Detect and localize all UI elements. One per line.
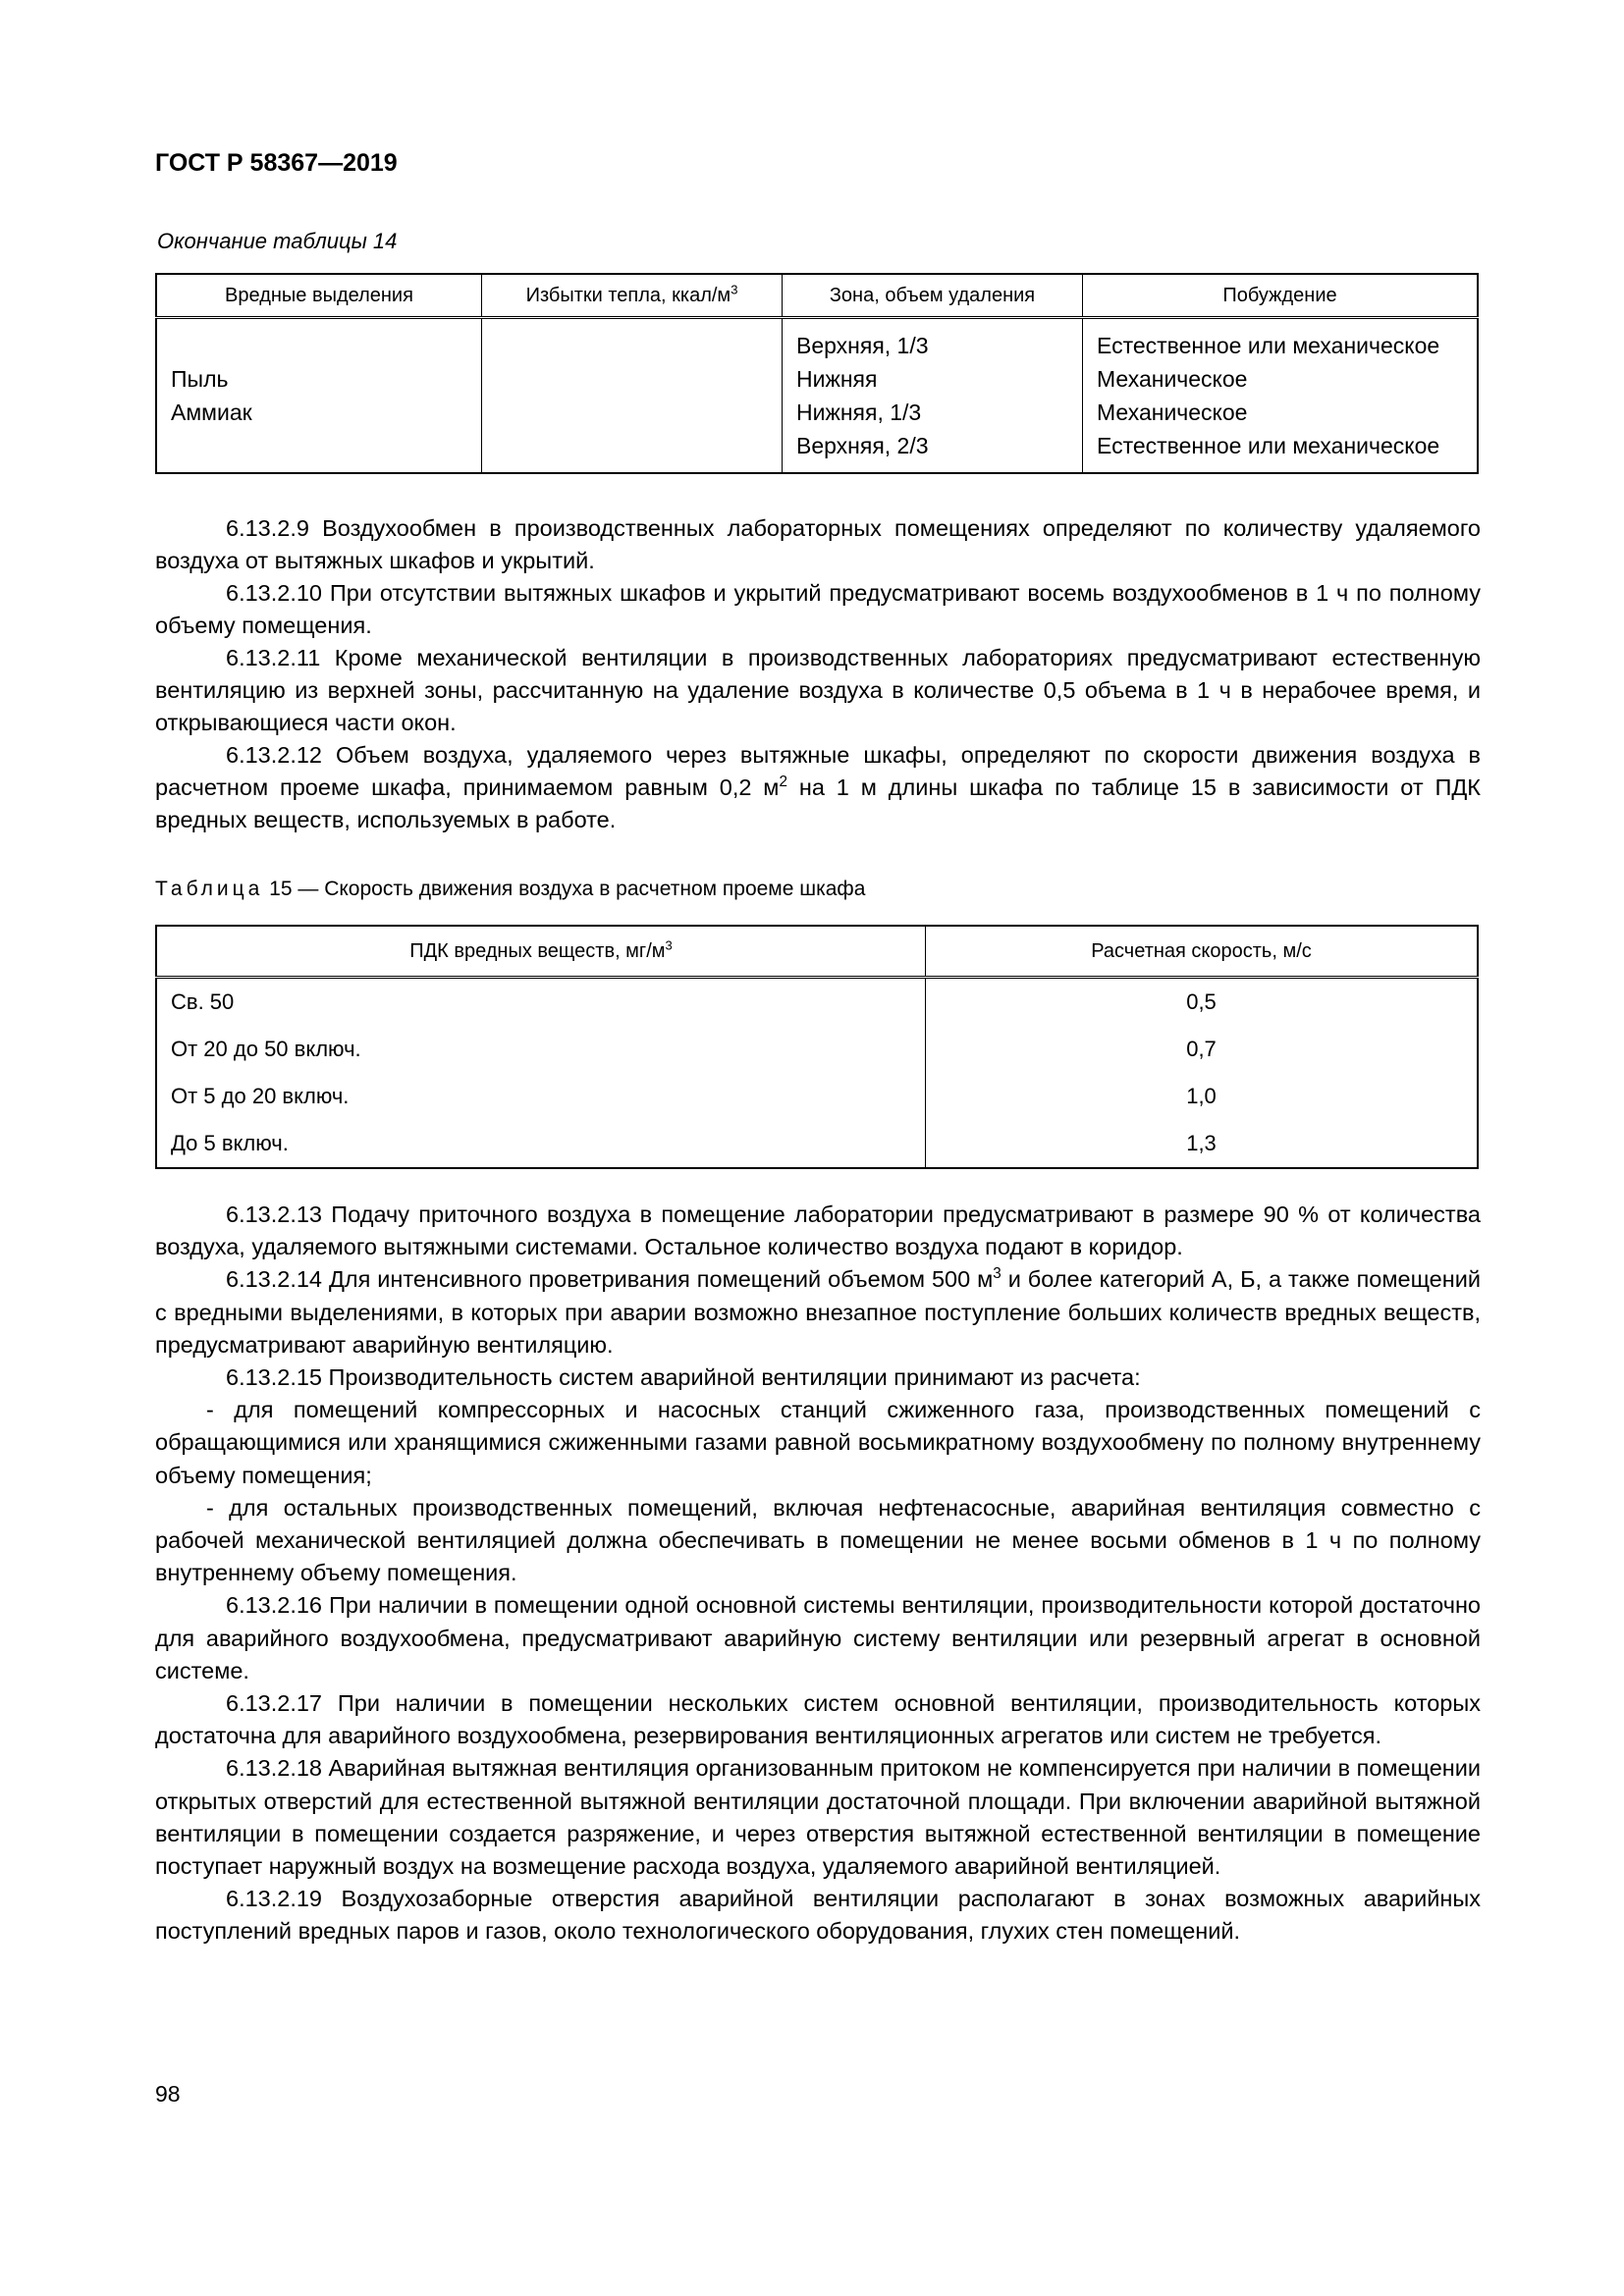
body-section-1	[155, 512, 1481, 836]
table-15	[155, 925, 1479, 1169]
table15-pdk: Св. 50	[156, 978, 926, 1027]
paragraph-6-13-2-11: 6.13.2.11 Кроме механической вентиляции в производственных лабораториях предусматривают естественную вентиляцию из верхней зоны, рассчитанную на удаление воздуха в количестве 0,5 объема в 1 ч в нерабочее время, и открывающиеся части окон.	[155, 645, 1481, 735]
paragraph-6-13-2-9: 6.13.2.9 Воздухообмен в производственных лабораторных помещениях определяют по количеству удаляемого воздуха от вытяжных шкафов и укрытий.	[155, 515, 1481, 573]
table14-continuation-caption: Окончание таблицы 14	[157, 229, 398, 253]
paragraph-6-13-2-18: 6.13.2.18 Аварийная вытяжная вентиляция организованным притоком не компенсируется при наличии в помещении открытых отверстий для естественной вытяжной вентиляции достаточной площади. При включении аварийной вытяжной вентиляции в помещении создается разряжение, и через отверстия вытяжной естественной вентиляции в помещение поступает наружный воздух на возмещение расхода воздуха, удаляемого аварийной вентиляцией.	[155, 1755, 1481, 1880]
paragraph-6-13-2-13: 6.13.2.13 Подачу приточного воздуха в помещение лаборатории предусматривают в размере 90 % от количества воздуха, удаляемого вытяжными системами. Остальное количество воздуха подают в коридор.	[155, 1201, 1481, 1260]
table14-header-heat: Избытки тепла, ккал/$м^3$	[482, 274, 783, 318]
table14-cell-induction	[1083, 318, 1479, 474]
table15-speed: 0,7	[926, 1026, 1479, 1073]
table-row	[156, 1026, 1478, 1073]
table14-zone-item: Верхняя, 2/3	[796, 433, 929, 458]
list-item: - для помещений компрессорных и насосных станций сжиженного газа, производственных помещений с обращающимися или хранящимися сжиженными газами равной восьмикратному воздухообмену по полному внутреннему объему помещения;	[155, 1397, 1481, 1488]
table15-header-pdk: ПДК вредных веществ, $мг/м^3$	[156, 926, 926, 978]
table15-caption: Таблица 15 — Скорость движения воздуха в расчетном проеме шкафа	[155, 878, 866, 900]
table14-induction-item: Механическое	[1097, 400, 1248, 425]
table14-emission-item: Пыль	[171, 366, 229, 392]
table15-speed: 0,5	[926, 978, 1479, 1027]
table14-induction-item: Естественное или механическое	[1097, 333, 1440, 358]
table14-induction-item: Естественное или механическое	[1097, 433, 1440, 458]
table14-header-induction: Побуждение	[1083, 274, 1479, 318]
table14-zone-item: Нижняя	[796, 366, 878, 392]
table14-cell-heat	[482, 318, 783, 474]
table14-emission-blank	[171, 329, 467, 362]
table14-induction-item: Механическое	[1097, 366, 1248, 392]
table14-cell-emissions	[156, 318, 482, 474]
paragraph-6-13-2-10: 6.13.2.10 При отсутствии вытяжных шкафов и укрытий предусматривают восемь воздухообменов в 1 ч по полному объему помещения.	[155, 580, 1481, 638]
paragraph-6-13-2-14: 6.13.2.14 Для интенсивного проветривания помещений объемом 500 $м^3$ и более категорий А, Б, а также помещений с вредными выделениями, в которых при аварии возможно внезапное поступление больших количеств вредных веществ, предусматривают аварийную вентиляцию.	[155, 1265, 1481, 1358]
table14-header-emissions: Вредные выделения	[156, 274, 482, 318]
document-header: ГОСТ Р 58367—2019	[155, 149, 398, 177]
table14-zone-item: Верхняя, 1/3	[796, 333, 929, 358]
paragraph-6-13-2-15: 6.13.2.15 Производительность систем аварийной вентиляции принимают из расчета:	[226, 1364, 1141, 1391]
paragraph-6-13-2-19: 6.13.2.19 Воздухозаборные отверстия аварийной вентиляции располагают в зонах возможных аварийных поступлений вредных паров и газов, около технологического оборудования, глухих стен помещений.	[155, 1886, 1481, 1945]
table15-header-speed: Расчетная скорость, м/с	[926, 926, 1479, 978]
table15-pdk: От 20 до 50 включ.	[156, 1026, 926, 1073]
paragraph-6-13-2-16: 6.13.2.16 При наличии в помещении одной основной системы вентиляции, производительности которой достаточно для аварийного воздухообмена, предусматривают аварийную систему вентиляции или резервный агрегат в основной системе.	[155, 1592, 1481, 1683]
list-item: - для остальных производственных помещений, включая нефтенасосные, аварийная вентиляция совместно с рабочей механической вентиляцией должна обеспечивать в помещении не менее восьми обменов в 1 ч по полному внутреннему объему помещения.	[155, 1494, 1481, 1586]
table14-cell-zone	[783, 318, 1083, 474]
table15-pdk: От 5 до 20 включ.	[156, 1073, 926, 1120]
table14-emission-item: Аммиак	[171, 400, 252, 425]
table14-header-zone: Зона, объем удаления	[783, 274, 1083, 318]
page-number: 98	[155, 2081, 181, 2107]
paragraph-6-13-2-12: 6.13.2.12 Объем воздуха, удаляемого через вытяжные шкафы, определяют по скорости движения воздуха в расчетном проеме шкафа, принимаемом равным 0,2 $м^2$ на 1 м длины шкафа по таблице 15 в зависимости от ПДК вредных веществ, используемых в работе.	[155, 742, 1481, 832]
table15-pdk: До 5 включ.	[156, 1120, 926, 1168]
table14-zone-item: Нижняя, 1/3	[796, 400, 922, 425]
paragraph-6-13-2-17: 6.13.2.17 При наличии в помещении нескольких систем основной вентиляции, производительность которых достаточна для аварийного воздухообмена, резервирования вентиляционных агрегатов или систем не требуется.	[155, 1690, 1481, 1749]
table-14	[155, 273, 1479, 474]
table-row	[156, 1120, 1478, 1168]
table-row	[156, 978, 1478, 1027]
table-row	[156, 1073, 1478, 1120]
table15-speed: 1,3	[926, 1120, 1479, 1168]
body-section-2	[155, 1199, 1481, 1949]
table15-speed: 1,0	[926, 1073, 1479, 1120]
